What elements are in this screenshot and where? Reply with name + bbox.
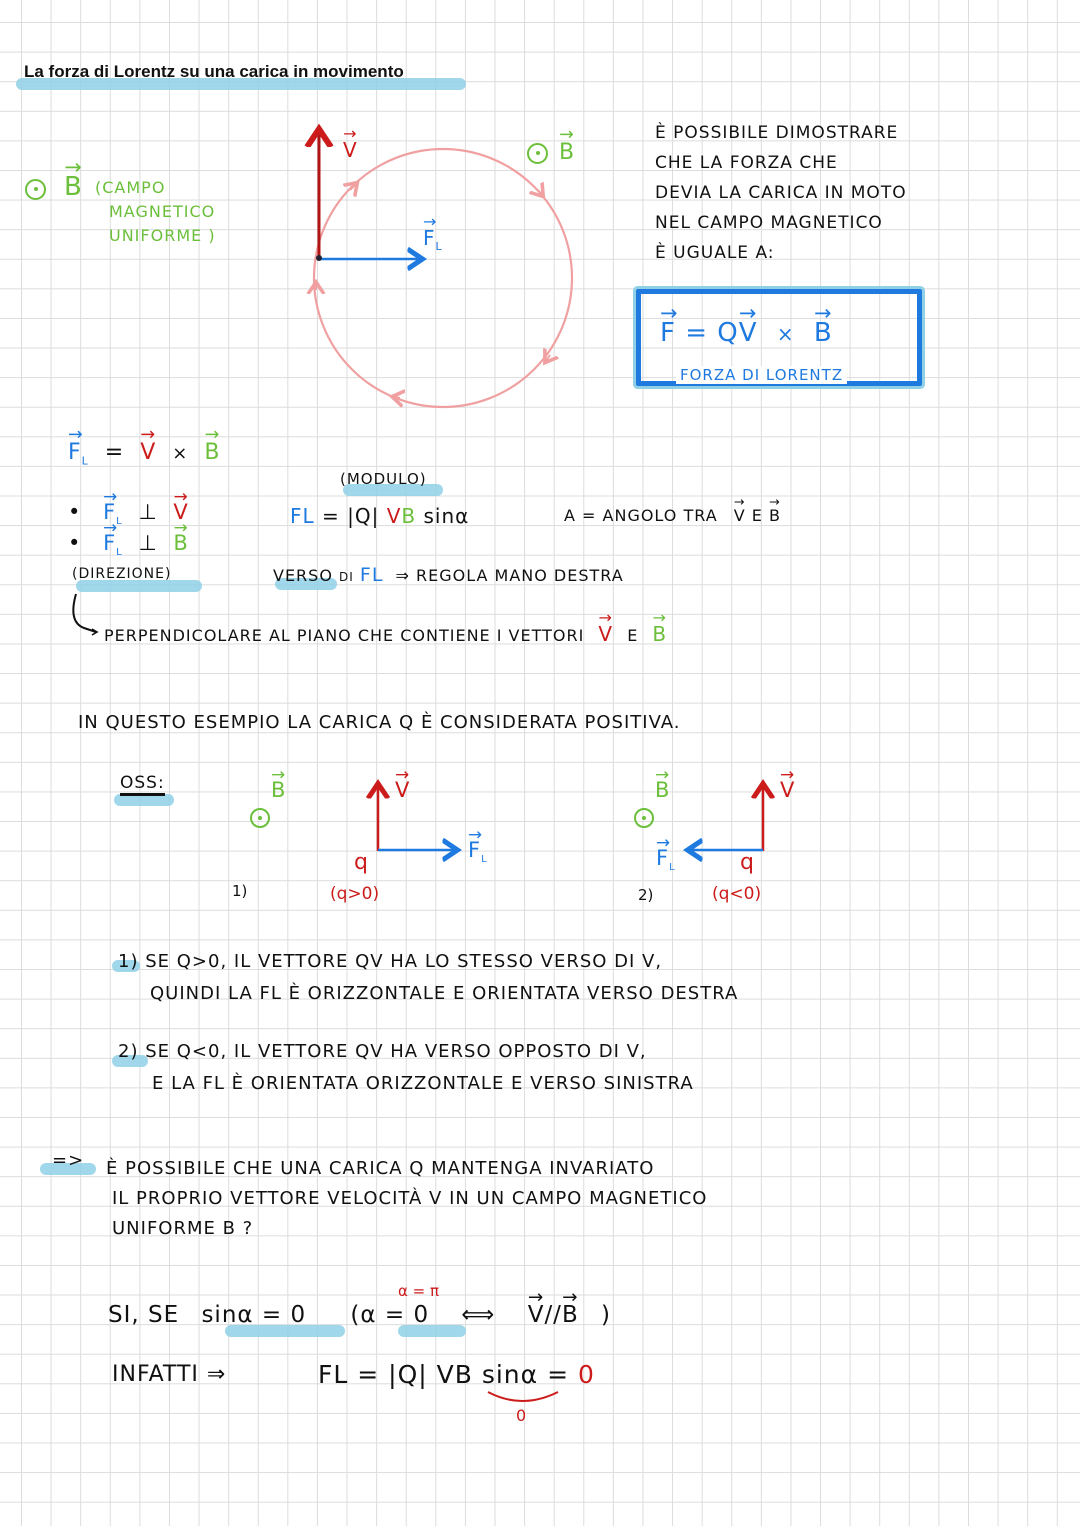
case2-field-icon [634,806,654,829]
question-text: È POSSIBILE CHE UNA CARICA Q MANTENGA INVARIATO IL PROPRIO VETTORE VELOCITÀ V IN UN CAMPO MAGNETICO UNIFORME B ? [106,1158,708,1239]
case2-charge: q [740,850,754,875]
answer-line: SI, SE sinα = 0 (α = 0 ⟺ → V//→ B ) [108,1302,611,1328]
infatti-label: INFATTI ⇒ [112,1362,227,1387]
perpendicular-line: PERPENDICOLARE AL PIANO CHE CONTIENE I VETTORI → V E → B [104,622,667,646]
hook-arrow [73,594,96,632]
case1-number: 1) [232,882,248,900]
case1-field-icon [250,806,270,829]
direction-label: (DIREZIONE) [72,566,172,582]
result-formula: FL = |Q| VB sinα = 0 [318,1360,595,1389]
lorentz-formula: → F = Q→ V × → B [660,318,833,348]
explanation-1: 1) SE Q>0, IL VETTORE QV HA LO STESSO VERSO DI V, QUINDI LA FL È ORIZZONTALE E ORIENTATA VERSO DESTRA [118,951,739,1004]
case2-condition: (q<0) [712,884,762,904]
cross-product-formula: → $F_L$ = → V × → B [68,440,220,467]
perp-b-line: • → $F_L$ ⊥ → B [68,531,189,558]
module-formula: FL = |Q| VB sinα [290,504,470,528]
case1-charge: q [354,850,368,875]
field-symbol-left: → B [25,172,83,202]
perp-v-line: • → $F_L$ ⊥ → V [68,500,189,527]
field-out-of-page-icon [527,143,548,164]
brace-value: 0 [516,1406,527,1425]
case1-condition: (q>0) [330,884,380,904]
velocity-label: → V [343,138,358,162]
lorentz-caption: FORZA DI LORENTZ [676,366,847,384]
page-title: La forza di Lorentz su una carica in movimento [24,62,404,81]
case1-force-label: → F [468,838,481,862]
explanation-2: 2) SE Q<0, IL VETTORE QV HA VERSO OPPOSTO DI V, E LA FL È ORIENTATA ORIZZONTALE E VERSO SINISTRA [118,1041,694,1094]
question-arrow: => [52,1150,85,1171]
oss-label: OSS: [120,773,165,793]
case1-velocity-label: → V [395,778,410,802]
case2-velocity-label: → V [780,778,795,802]
case2-field-label: → B [655,778,670,802]
alpha-definition: Α = ANGOLO TRA → V E → B [564,506,781,525]
intro-text: È POSSIBILE DIMOSTRARE CHE LA FORZA CHE DEVIA LA CARICA IN MOTO NEL CAMPO MAGNETICO È UGUALE A: [655,123,907,263]
force-label: → F [423,226,436,250]
module-label: (MODULO) [340,470,427,488]
alpha-pi-note: α = π [398,1282,440,1300]
field-out-of-page-icon [25,179,46,200]
verso-line: VERSO DI FL ⇒ REGOLA MANO DESTRA [273,564,624,586]
field-symbol-right: → B [527,140,575,165]
field-note: (CAMPO MAGNETICO UNIFORME ) [95,178,216,245]
case1-field-label: → B [271,778,286,802]
example-note: IN QUESTO ESEMPIO LA CARICA Q È CONSIDERATA POSITIVA. [78,712,681,733]
case2-force-label: → F [656,846,669,870]
case2-number: 2) [638,886,654,904]
underbrace [488,1392,558,1401]
